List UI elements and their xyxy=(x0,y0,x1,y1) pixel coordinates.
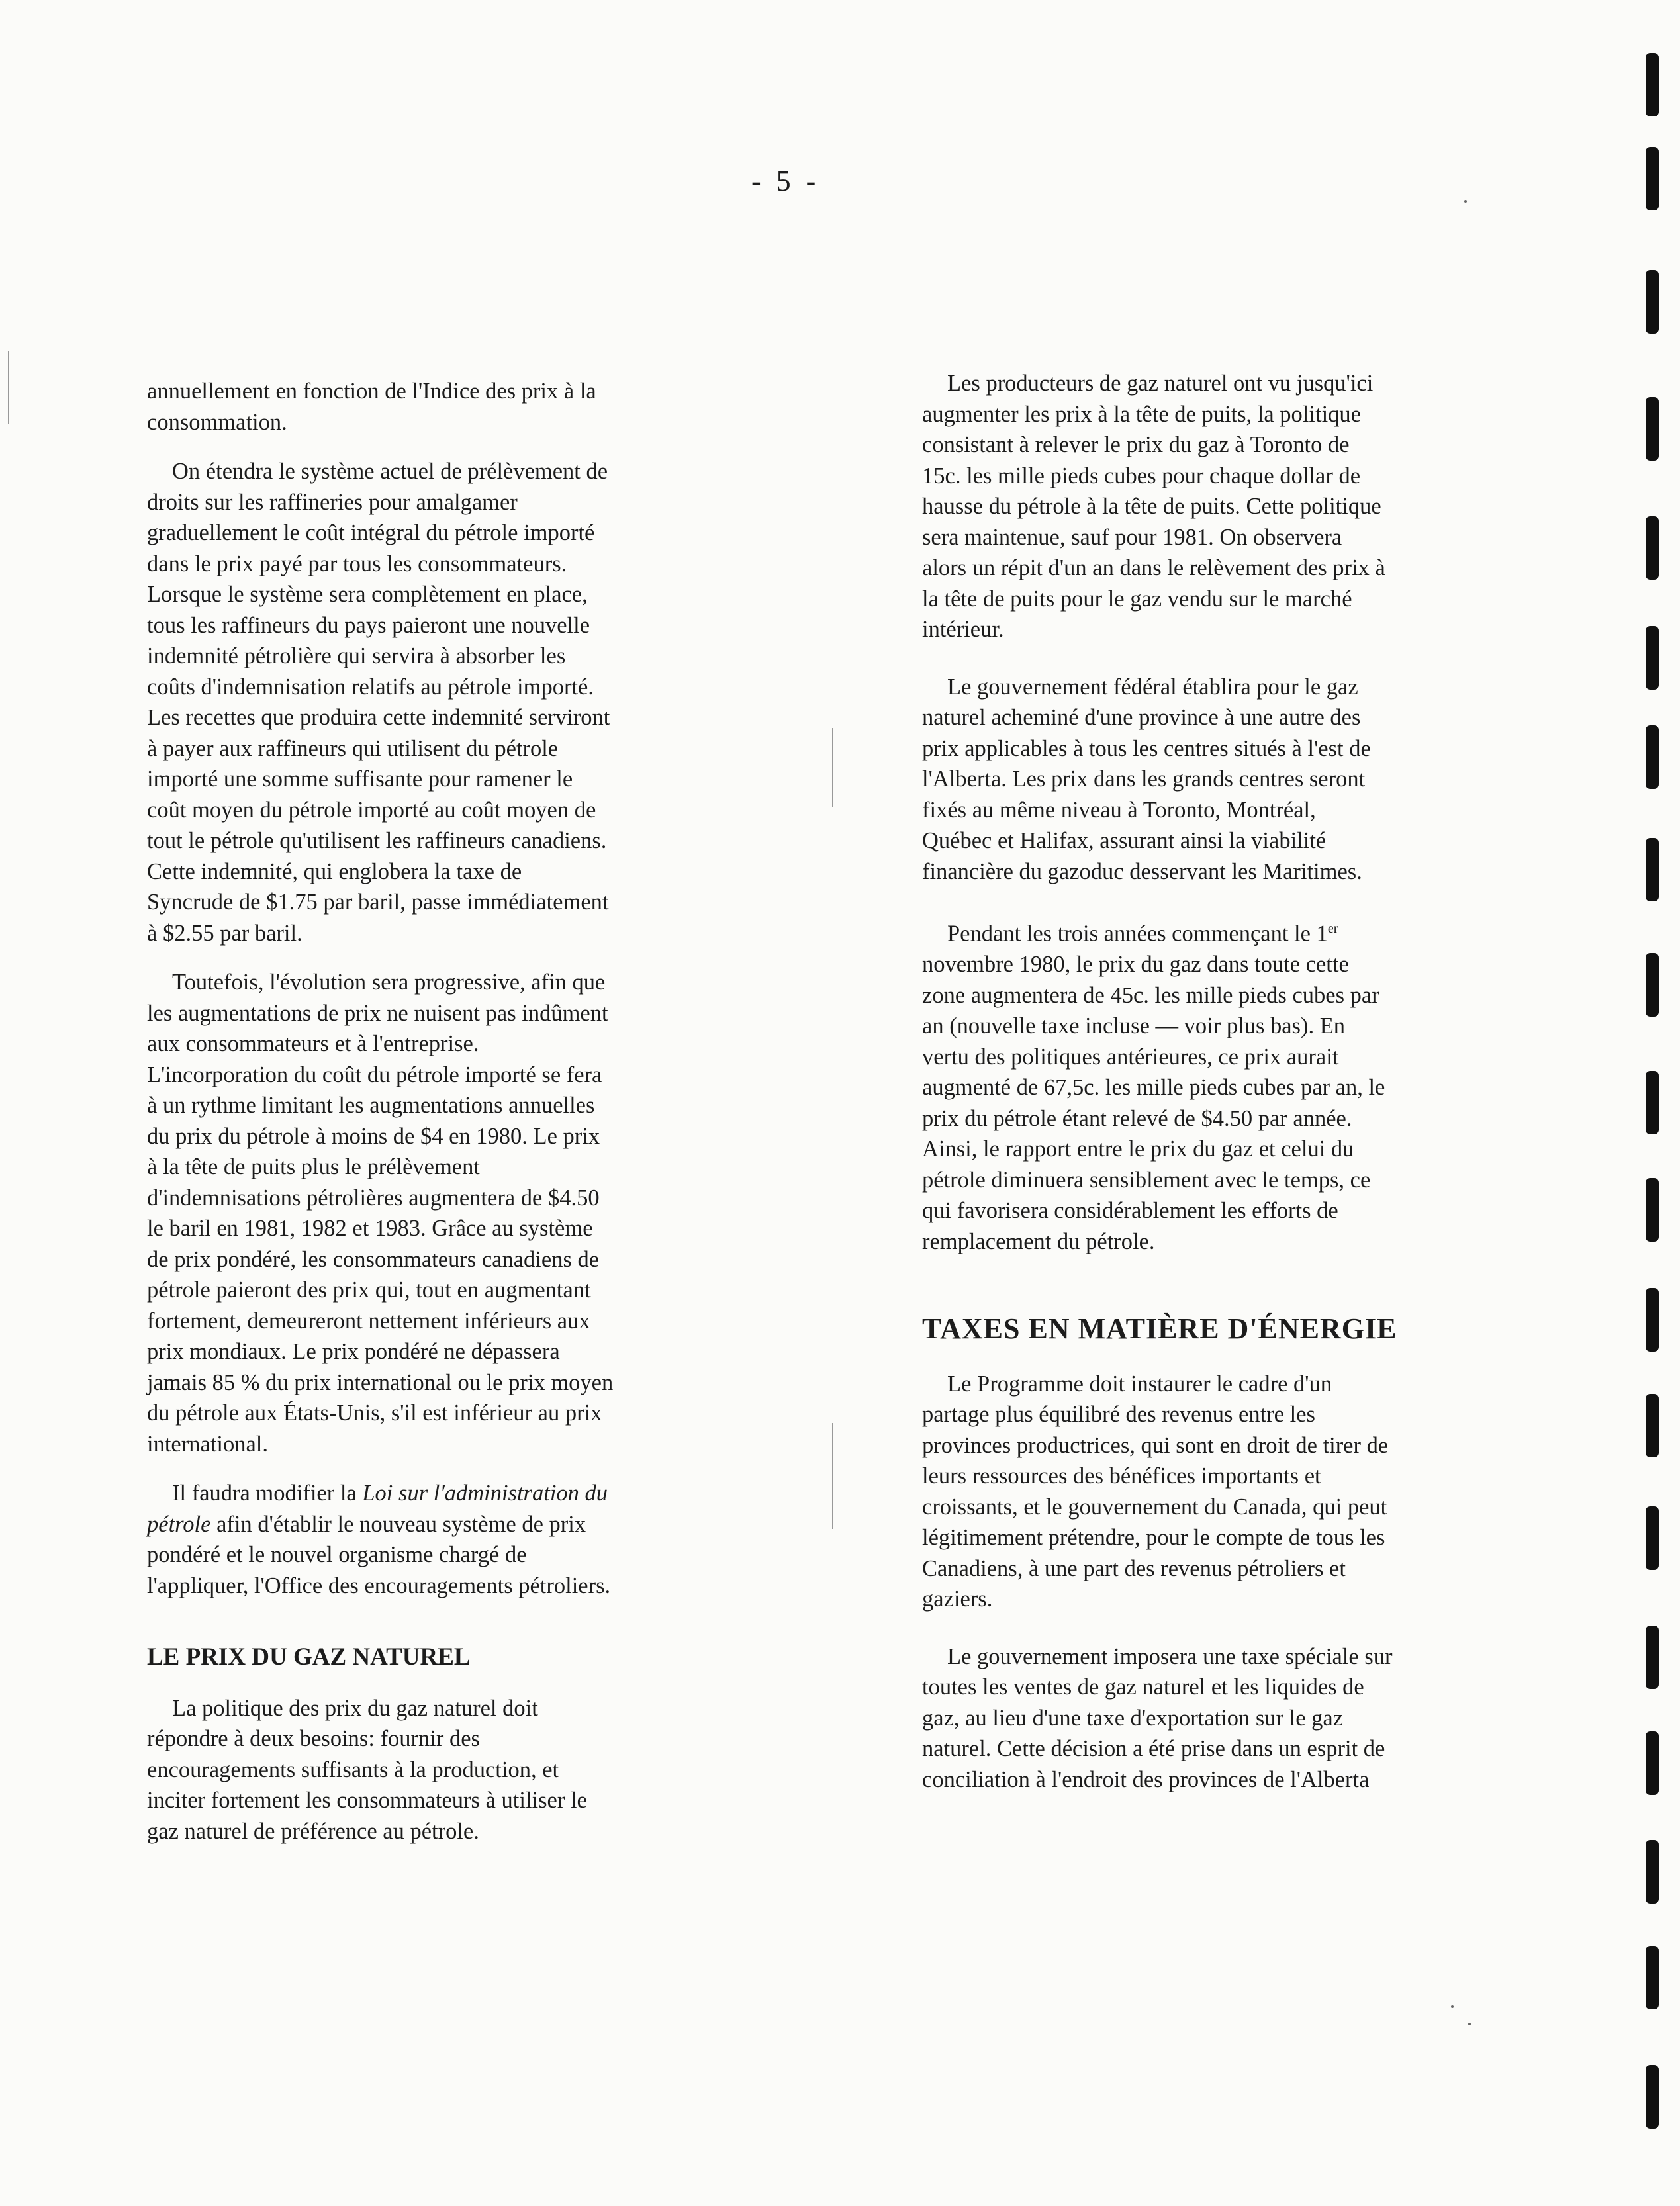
binding-mark xyxy=(1646,2065,1659,2129)
text-line: pétrole paieront des prix qui, tout en augmentant xyxy=(147,1277,591,1303)
binding-mark xyxy=(1646,626,1659,690)
scan-speck xyxy=(1451,2005,1454,2008)
binding-holes xyxy=(1642,53,1668,2197)
text-line: prix mondiaux. Le prix pondéré ne dépassera xyxy=(147,1339,560,1364)
text-line: à la tête de puits plus le prélèvement xyxy=(147,1154,480,1179)
binding-mark xyxy=(1646,838,1659,901)
text-line: hausse du pétrole à la tête de puits. Cette politique xyxy=(922,494,1381,519)
left-column xyxy=(147,376,743,1865)
text-line: Canadiens, à une part des revenus pétroliers et xyxy=(922,1555,1346,1581)
text-line: Le gouvernement fédéral établira pour le gaz xyxy=(947,674,1358,700)
scan-speck xyxy=(1468,2023,1471,2025)
text-line: qui favorisera considérablement les efforts de xyxy=(922,1198,1338,1223)
text-line: indemnité pétrolière qui servira à absorber les xyxy=(147,643,566,668)
paragraph-federal-prices xyxy=(922,672,1505,888)
text-line: l'appliquer, l'Office des encouragements pétroliers. xyxy=(147,1573,611,1598)
text-line: à payer aux raffineurs qui utilisent du pétrole xyxy=(147,735,559,761)
text-line: sera maintenue, sauf pour 1981. On observera xyxy=(922,524,1342,550)
text-line: intérieur. xyxy=(922,617,1004,642)
text-line: les augmentations de prix ne nuisent pas indûment xyxy=(147,1000,608,1026)
binding-mark xyxy=(1646,1506,1659,1570)
paragraph-three-years xyxy=(922,913,1505,1257)
text-line: tout le pétrole qu'utilisent les raffineurs canadiens. xyxy=(147,828,607,853)
paragraph-cpi xyxy=(147,376,743,437)
paragraph-gas-producers xyxy=(922,368,1505,645)
scan-margin-line xyxy=(8,351,9,424)
text-line: d'indemnisations pétrolières augmentera de $4.50 xyxy=(147,1185,600,1211)
text-line: coûts d'indemnisation relatifs au pétrole importé. xyxy=(147,674,594,700)
text-line: du pétrole aux États-Unis, s'il est inférieur au prix xyxy=(147,1401,602,1426)
paragraph-gas-policy xyxy=(147,1693,743,1847)
text-line: répondre à deux besoins: fournir des xyxy=(147,1726,480,1751)
text-line xyxy=(147,1478,743,1509)
text-line: novembre 1980, le prix du gaz dans toute cette xyxy=(922,952,1349,977)
text-line: financière du gazoduc desservant les Maritimes. xyxy=(922,858,1362,884)
binding-mark xyxy=(1646,1394,1659,1457)
text-line: conciliation à l'endroit des provinces de l'Alberta xyxy=(922,1767,1370,1792)
law-title-italic: pétrole xyxy=(147,1511,211,1537)
text-line: consistant à relever le prix du gaz à Toronto de xyxy=(922,432,1350,457)
binding-mark xyxy=(1646,53,1659,116)
scan-margin-line xyxy=(832,1423,833,1529)
text-line: de prix pondéré, les consommateurs canadiens de xyxy=(147,1246,600,1272)
text-line: remplacement du pétrole. xyxy=(922,1228,1155,1254)
text-line: Les recettes que produira cette indemnité serviront xyxy=(147,705,610,730)
text-line: Toutefois, l'évolution sera progressive, afin que xyxy=(172,970,606,995)
text-line: vertu des politiques antérieures, ce prix aurait xyxy=(922,1044,1339,1070)
text-line: Lorsque le système sera complètement en place, xyxy=(147,582,588,607)
text-line: zone augmentera de 45c. les mille pieds cubes par xyxy=(922,982,1379,1008)
section-heading-energy-taxes: TAXES EN MATIÈRE D'ÉNERGIE xyxy=(922,1312,1397,1345)
text-line: à un rythme limitant les augmentations annuelles xyxy=(147,1093,595,1118)
text-line: fortement, demeureront nettement inférieurs aux xyxy=(147,1308,590,1334)
text-line xyxy=(922,913,1505,949)
text-line: dans le prix payé par tous les consommateurs. xyxy=(147,551,567,576)
text-line: gaziers. xyxy=(922,1586,993,1612)
text-line: L'incorporation du coût du pétrole importé se fera xyxy=(147,1062,602,1087)
right-column xyxy=(922,368,1505,1814)
text-line: encouragements suffisants à la production, et xyxy=(147,1757,559,1782)
binding-mark xyxy=(1646,1288,1659,1352)
binding-mark xyxy=(1646,516,1659,580)
paragraph-refinery-levy xyxy=(147,456,743,948)
text-line: Cette indemnité, qui englobera la taxe de xyxy=(147,858,522,884)
text-line: importé une somme suffisante pour ramener le xyxy=(147,766,573,792)
text-line: Le Programme doit instaurer le cadre d'un xyxy=(947,1371,1332,1397)
text-line: consommation. xyxy=(147,409,287,435)
scan-speck xyxy=(1464,200,1467,203)
text-line: du prix du pétrole à moins de $4 en 1980. Le prix xyxy=(147,1123,600,1149)
text-line: gaz, au lieu d'une taxe d'exportation sur le gaz xyxy=(922,1705,1344,1731)
text-line: pétrole diminuera sensiblement avec le temps, ce xyxy=(922,1167,1371,1193)
text-line: légitimement prétendre, pour le compte de tous les xyxy=(922,1525,1385,1550)
law-title-italic: Loi sur l'administration du xyxy=(362,1481,608,1506)
binding-mark xyxy=(1646,147,1659,210)
text-line: an (nouvelle taxe incluse — voir plus bas). En xyxy=(922,1013,1346,1038)
text-line: Québec et Halifax, assurant ainsi la viabilité xyxy=(922,828,1327,853)
text-line: La politique des prix du gaz naturel doit xyxy=(172,1695,538,1721)
text-line: l'Alberta. Les prix dans les grands centres seront xyxy=(922,766,1366,792)
scan-margin-line xyxy=(832,728,833,807)
text-line: aux consommateurs et à l'entreprise. xyxy=(147,1031,479,1056)
text-line: droits sur les raffineries pour amalgamer xyxy=(147,489,518,515)
binding-mark xyxy=(1646,1626,1659,1689)
text-line: Ainsi, le rapport entre le prix du gaz et celui du xyxy=(922,1136,1354,1162)
text-line xyxy=(147,1509,743,1540)
page-number: - 5 - xyxy=(751,165,820,197)
text-line: partage plus équilibré des revenus entre les xyxy=(922,1402,1315,1427)
binding-mark xyxy=(1646,1731,1659,1795)
binding-mark xyxy=(1646,953,1659,1017)
text-line: alors un répit d'un an dans le relèvement des prix à xyxy=(922,555,1385,580)
paragraph-revenue-sharing xyxy=(922,1369,1505,1615)
text-line: graduellement le coût intégral du pétrole importé xyxy=(147,520,595,545)
text-line: Les producteurs de gaz naturel ont vu jusqu'ici xyxy=(947,371,1374,396)
text-line: provinces productrices, qui sont en droit de tirer de xyxy=(922,1432,1389,1458)
text-line: la tête de puits pour le gaz vendu sur le marché xyxy=(922,586,1352,612)
text-line: international. xyxy=(147,1431,268,1457)
text-line: toutes les ventes de gaz naturel et les liquides de xyxy=(922,1675,1364,1700)
text-line: croissants, et le gouvernement du Canada, qui peut xyxy=(922,1494,1387,1520)
text-line: gaz naturel de préférence au pétrole. xyxy=(147,1818,479,1844)
binding-mark xyxy=(1646,1071,1659,1134)
text-line: à $2.55 par baril. xyxy=(147,920,303,946)
paragraph-progressive-evolution xyxy=(147,967,743,1459)
binding-mark xyxy=(1646,270,1659,334)
section-heading-gas-price: LE PRIX DU GAZ NATUREL xyxy=(147,1643,471,1671)
text-line: augmenter les prix à la tête de puits, la politique xyxy=(922,401,1361,427)
text-line: 15c. les mille pieds cubes pour chaque dollar de xyxy=(922,463,1361,488)
text-line: Le gouvernement imposera une taxe spéciale sur xyxy=(947,1643,1393,1669)
text-line: augmenté de 67,5c. les mille pieds cubes par an, le xyxy=(922,1075,1385,1100)
text-line: naturel. Cette décision a été prise dans un esprit de xyxy=(922,1736,1385,1761)
text-line: tous les raffineurs du pays paieront une nouvelle xyxy=(147,612,590,638)
text-line: fixés au même niveau à Toronto, Montréal, xyxy=(922,797,1316,823)
ordinal-superscript: er xyxy=(1327,921,1338,936)
text-line: prix du pétrole étant relevé de $4.50 par année. xyxy=(922,1105,1352,1131)
text-line: annuellement en fonction de l'Indice des prix à la xyxy=(147,379,596,404)
text-line: inciter fortement les consommateurs à utiliser le xyxy=(147,1788,587,1813)
text-line: naturel acheminé d'une province à une autre des xyxy=(922,705,1361,730)
text-segment: afin d'établir le nouveau système de prix xyxy=(210,1511,586,1537)
text-line: leurs ressources des bénéfices importants et xyxy=(922,1463,1321,1489)
binding-mark xyxy=(1646,1946,1659,2009)
text-line: On étendra le système actuel de prélèvement de xyxy=(172,459,608,484)
binding-mark xyxy=(1646,397,1659,461)
binding-mark xyxy=(1646,1840,1659,1904)
text-line: jamais 85 % du prix international ou le prix moyen xyxy=(147,1369,614,1395)
text-line: prix applicables à tous les centres situés à l'est de xyxy=(922,735,1371,761)
binding-mark xyxy=(1646,1178,1659,1242)
text-line: coût moyen du pétrole importé au coût moyen de xyxy=(147,797,596,823)
paragraph-special-tax xyxy=(922,1641,1505,1796)
text-segment: Pendant les trois années commençant le 1 xyxy=(947,921,1328,946)
text-line: pondéré et le nouvel organisme chargé de xyxy=(147,1542,527,1567)
text-segment: Il faudra modifier la xyxy=(172,1481,363,1506)
text-line: le baril en 1981, 1982 et 1983. Grâce au système xyxy=(147,1216,593,1241)
paragraph-law-amendment xyxy=(147,1478,743,1601)
binding-mark xyxy=(1646,725,1659,789)
text-line: Syncrude de $1.75 par baril, passe immédiatement xyxy=(147,890,609,915)
